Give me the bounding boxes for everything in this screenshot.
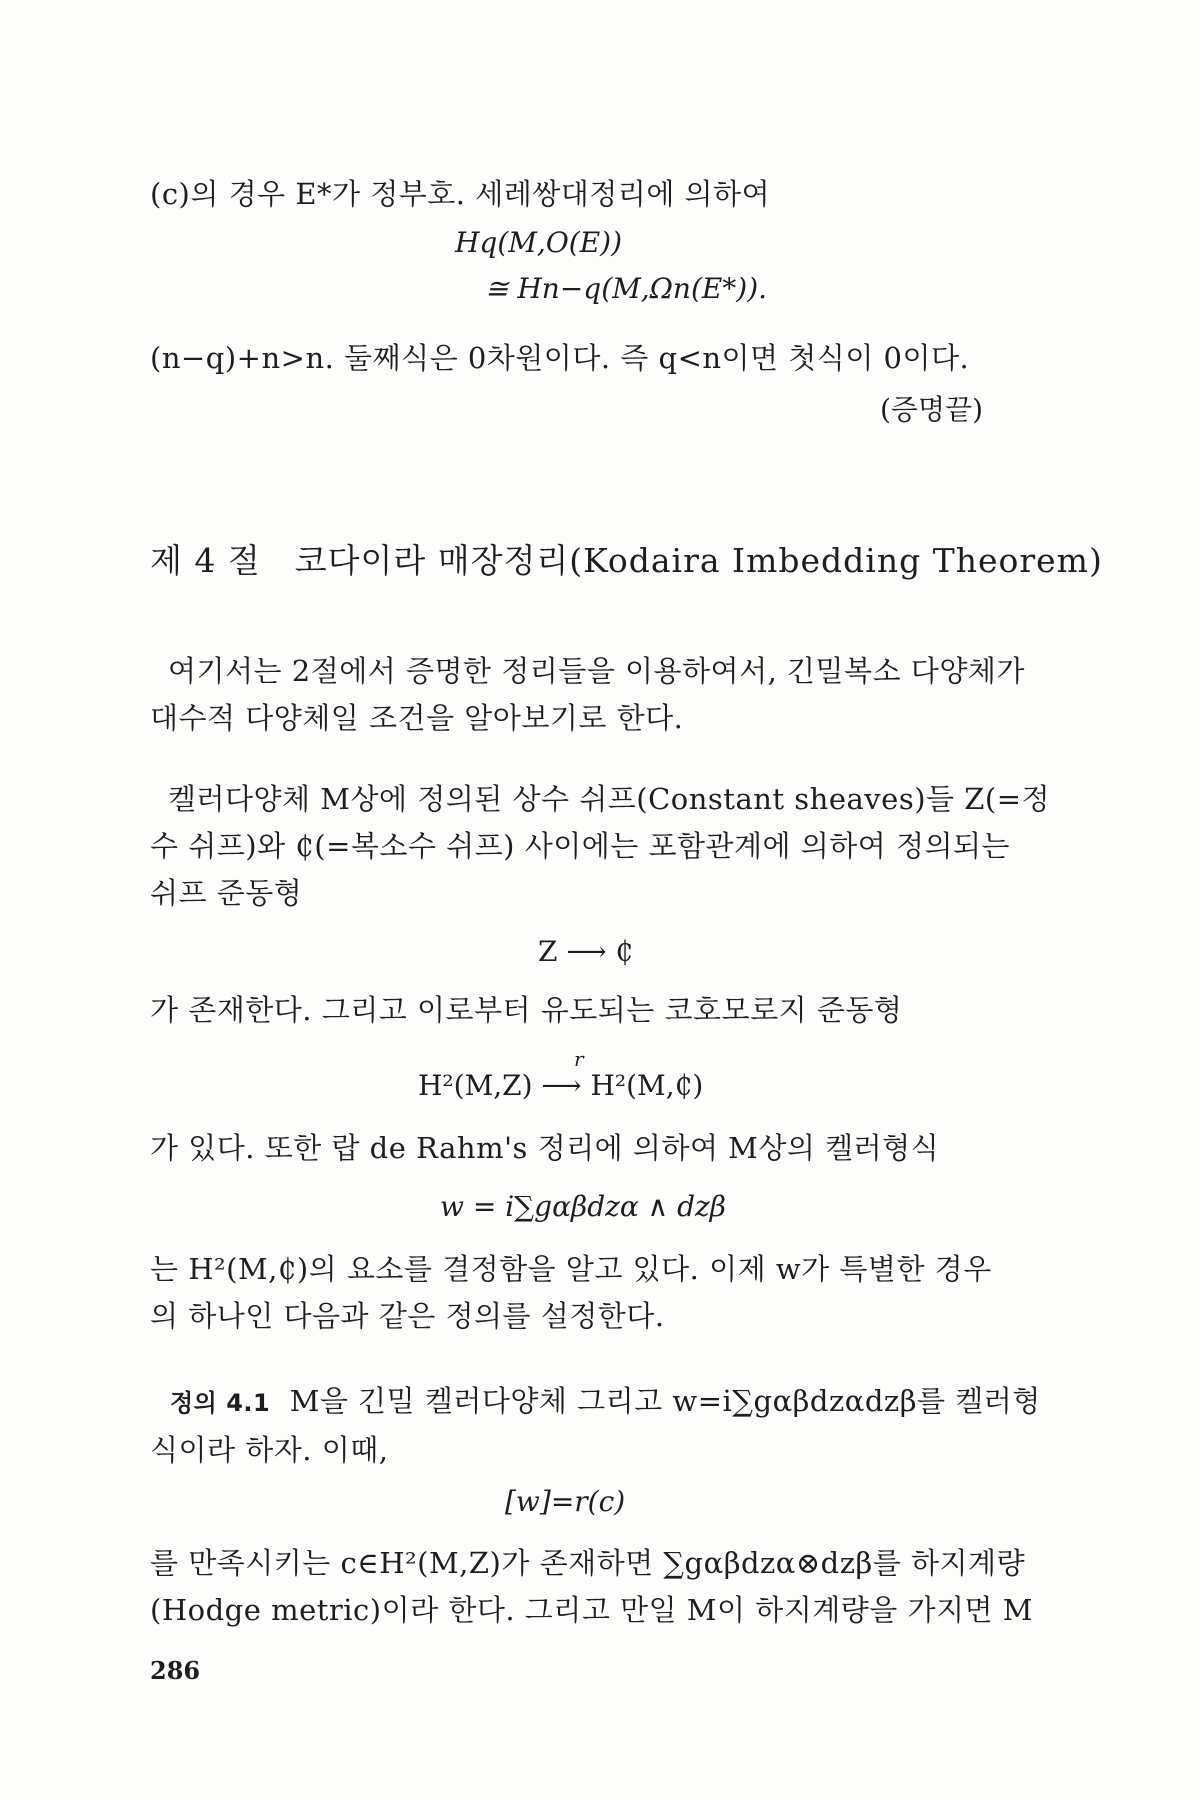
- paragraph-sheaves: 켈러다양체 M상에 정의된 상수 쉬프(Constant sheaves)들 Z(=정 수 쉬프)와 ₵(=복소수 쉬프) 사이에는 포함관계에 의하여 정의되는 쉬프 준동형: [150, 782, 1051, 910]
- line-dimension: (n−q)+n>n. 둘째식은 0차원이다. 즉 q<n이면 첫식이 0이다.: [150, 341, 970, 375]
- section-number: 제 4 절: [150, 541, 261, 580]
- map-label-r: r: [574, 1047, 584, 1071]
- definition-4-1: 정의 4.1 M을 긴밀 켈러다양체 그리고 w=i∑gαβdzαdzβ를 켈러형 식이라 하자. 이때,: [150, 1384, 1041, 1467]
- page-number: 286: [150, 1656, 201, 1685]
- equation-kahler-form: w = i∑gαβdzα ∧ dzβ: [440, 1190, 726, 1223]
- definition-label: 정의 4.1: [170, 1389, 271, 1417]
- section-title: 코다이라 매장정리(Kodaira Imbedding Theorem): [294, 541, 1103, 580]
- line-case-c: (c)의 경우 E*가 정부호. 세레쌍대정리에 의하여: [150, 177, 771, 211]
- line-derham: 가 있다. 또한 랍 de Rahm's 정리에 의하여 M상의 켈러형식: [150, 1131, 940, 1165]
- equation-serre-dual: ≅ Hn−q(M,Ωn(E*)).: [485, 272, 768, 305]
- paragraph-hodge: 를 만족시키는 c∈H²(M,Z)가 존재하면 ∑gαβdzα⊗dzβ를 하지계량 (Hodge metric)이라 한다. 그리고 만일 M이 하지계량을 가지면 M: [150, 1546, 1033, 1627]
- equation-h2-map: H²(M,Z) ⟶ H²(M,₵): [418, 1069, 704, 1102]
- equation-z-to-c: Z ⟶ ₵: [538, 935, 634, 968]
- equation-hq: Hq(M,O(E)): [455, 226, 623, 259]
- section-heading: [150, 535, 1103, 582]
- paragraph-element: 는 H²(M,₵)의 요소를 결정함을 알고 있다. 이제 w가 특별한 경우 의 하나인 다음과 같은 정의를 설정한다.: [150, 1252, 992, 1333]
- qed-mark: (증명끝): [880, 393, 983, 426]
- line-cohomology: 가 존재한다. 그리고 이로부터 유도되는 코호모로지 준동형: [150, 993, 903, 1027]
- paragraph-intro: 여기서는 2절에서 증명한 정리들을 이용하여서, 긴밀복소 다양체가 대수적 다양체일 조건을 알아보기로 한다.: [150, 654, 1025, 735]
- equation-w-equals-rc: [w]=r(c): [505, 1485, 626, 1518]
